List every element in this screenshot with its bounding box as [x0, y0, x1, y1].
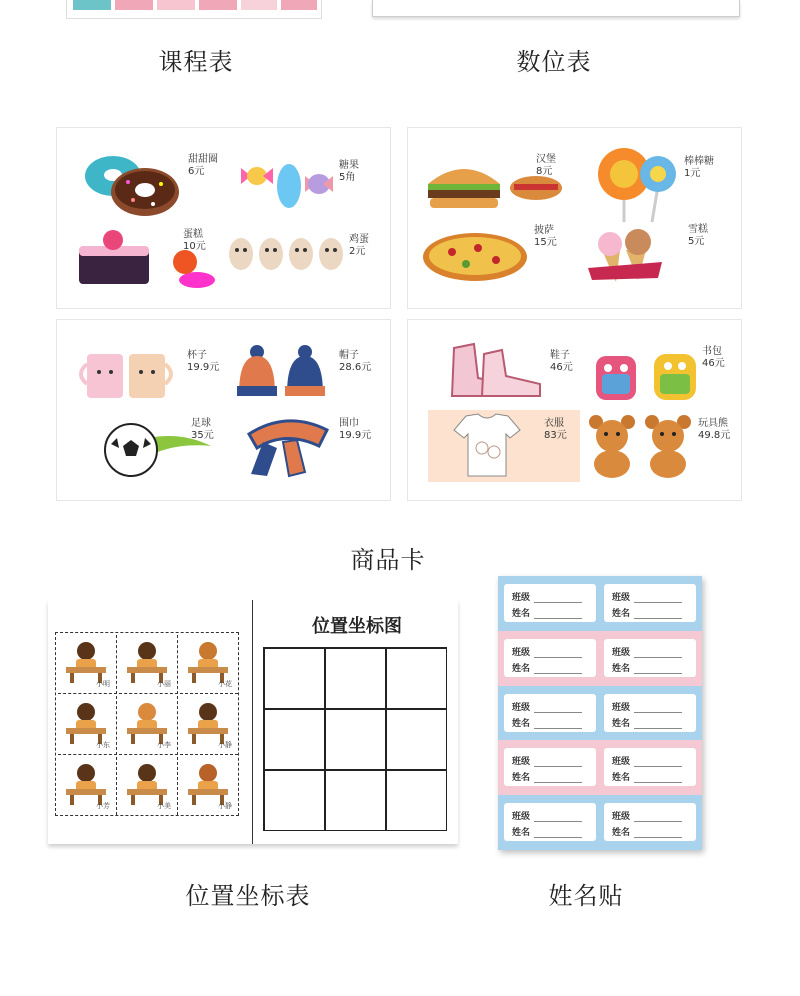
- class-label: 班级: [512, 757, 531, 768]
- seat-cell: [119, 696, 178, 755]
- seat-name-label: 小美: [157, 802, 171, 810]
- sticker-stripe: [498, 576, 702, 631]
- seat-name-label: 小花: [218, 680, 232, 688]
- name-blank-line: [534, 610, 582, 619]
- grid-cell: [325, 709, 386, 770]
- icecream-price: 5元: [688, 236, 705, 247]
- seat-cell: [180, 696, 238, 755]
- product-card-goods: [56, 319, 391, 501]
- class-label: 班级: [512, 647, 531, 658]
- class-label: 班级: [612, 647, 631, 658]
- sticker-stripe: [498, 631, 702, 686]
- sticker-stripe: [498, 686, 702, 741]
- position-sheet: [48, 600, 458, 844]
- seat-cell: [119, 635, 178, 694]
- product-card-foods: [407, 127, 742, 309]
- class-blank-line: [534, 704, 582, 713]
- tshirt-icon: [452, 412, 522, 478]
- pizza-price: 15元: [534, 237, 557, 248]
- hat-name: 帽子: [339, 350, 359, 361]
- name-sticker: [504, 639, 596, 677]
- egg-icon: [227, 232, 347, 272]
- class-blank-line: [634, 649, 682, 658]
- name-blank-line: [634, 610, 682, 619]
- teddy-bear-icon: [586, 414, 694, 480]
- burger-name: 汉堡: [536, 154, 556, 165]
- seat-name-label: 小明: [96, 680, 110, 688]
- pizza-icon: [422, 232, 528, 282]
- egg-price: 2元: [349, 246, 366, 257]
- clothes-name: 衣服: [544, 418, 564, 429]
- position-sheet-title: 位置坐标图: [312, 616, 402, 637]
- seat-name-label: 小东: [96, 741, 110, 749]
- name-label: 姓名: [612, 718, 631, 729]
- name-sticker: [604, 748, 696, 786]
- name-sticker: [604, 639, 696, 677]
- cup-name: 杯子: [187, 350, 207, 361]
- class-blank-line: [634, 813, 682, 822]
- seat-cell: [180, 757, 238, 815]
- seat-cell: [119, 757, 178, 815]
- name-label: 姓名: [512, 663, 531, 674]
- name-blank-line: [634, 720, 682, 729]
- class-label: 班级: [612, 702, 631, 713]
- name-label: 姓名: [612, 773, 631, 784]
- pizza-name: 披萨: [534, 225, 554, 236]
- name-sticker: [504, 694, 596, 732]
- clothes-price: 83元: [544, 430, 567, 441]
- donut-price: 6元: [188, 166, 205, 177]
- class-blank-line: [634, 758, 682, 767]
- place-value-image-partial: [372, 0, 740, 17]
- name-sticker: [604, 584, 696, 622]
- name-label: 姓名: [612, 663, 631, 674]
- shoes-icon: [444, 338, 548, 404]
- seat-name-label: 小丽: [157, 680, 171, 688]
- grid-cell: [325, 648, 386, 709]
- shoes-name: 鞋子: [550, 350, 570, 361]
- grid-cell: [386, 648, 447, 709]
- name-sticker: [604, 694, 696, 732]
- caption-position-table: 位置坐标表: [185, 882, 311, 910]
- seat-name-label: 小李: [157, 741, 171, 749]
- name-blank-line: [634, 829, 682, 838]
- seat-cell: [58, 757, 117, 815]
- seat-cell: [58, 635, 117, 694]
- class-blank-line: [534, 649, 582, 658]
- lollipop-icon: [594, 146, 684, 222]
- product-card-clothing: [407, 319, 742, 501]
- cup-price: 19.9元: [187, 362, 220, 373]
- donut-icon: [83, 148, 183, 220]
- seat-name-label: 小静: [218, 741, 232, 749]
- class-blank-line: [534, 813, 582, 822]
- caption-name-sticker: 姓名贴: [548, 882, 624, 910]
- egg-name: 鸡蛋: [349, 234, 369, 245]
- scarf-name: 围巾: [339, 418, 359, 429]
- caption-schedule: 课程表: [158, 48, 234, 76]
- seat-cell: [180, 635, 238, 694]
- candy-price: 5角: [339, 172, 356, 183]
- class-blank-line: [634, 704, 682, 713]
- sheet-divider: [252, 600, 253, 844]
- icecream-name: 雪糕: [688, 224, 708, 235]
- seat-name-label: 小芳: [96, 802, 110, 810]
- candy-name: 糖果: [339, 160, 359, 171]
- name-blank-line: [534, 720, 582, 729]
- seat-cell: [58, 696, 117, 755]
- grid-cell: [264, 648, 325, 709]
- name-blank-line: [634, 774, 682, 783]
- cup-icon: [79, 350, 175, 400]
- bear-price: 49.8元: [698, 430, 731, 441]
- name-blank-line: [534, 665, 582, 674]
- product-card-sweets: [56, 127, 391, 309]
- class-label: 班级: [612, 593, 631, 603]
- grid-cell: [264, 709, 325, 770]
- class-blank-line: [534, 758, 582, 767]
- name-sticker: [604, 803, 696, 841]
- candy-icon: [237, 158, 337, 214]
- name-sticker: [504, 803, 596, 841]
- name-label: 姓名: [512, 773, 531, 784]
- class-label: 班级: [612, 812, 631, 823]
- name-sticker: [504, 748, 596, 786]
- name-blank-line: [534, 829, 582, 838]
- ball-name: 足球: [191, 418, 211, 429]
- name-label: 姓名: [512, 718, 531, 729]
- ball-price: 35元: [191, 430, 214, 441]
- icecream-icon: [586, 224, 666, 284]
- class-blank-line: [634, 594, 682, 603]
- class-label: 班级: [512, 593, 531, 603]
- sticker-stripe: [498, 740, 702, 795]
- shoes-price: 46元: [550, 362, 573, 373]
- name-label: 姓名: [612, 609, 631, 619]
- class-label: 班级: [612, 757, 631, 768]
- class-label: 班级: [512, 702, 531, 713]
- sticker-stripe: [498, 795, 702, 850]
- scarf-icon: [243, 412, 333, 478]
- name-label: 姓名: [512, 609, 531, 619]
- scarf-price: 19.9元: [339, 430, 372, 441]
- hat-price: 28.6元: [339, 362, 372, 373]
- schoolbag-icon: [588, 344, 702, 404]
- donut-name: 甜甜圈: [188, 154, 218, 165]
- grid-cell: [386, 770, 447, 831]
- class-blank-line: [534, 594, 582, 603]
- class-label: 班级: [512, 812, 531, 823]
- hat-icon: [235, 344, 327, 400]
- name-blank-line: [634, 665, 682, 674]
- grid-cell: [264, 770, 325, 831]
- name-label: 姓名: [512, 828, 531, 839]
- burger-price: 8元: [536, 166, 553, 177]
- grid-cell: [386, 709, 447, 770]
- caption-product-cards: 商品卡: [350, 546, 426, 574]
- grid-cell: [325, 770, 386, 831]
- caption-place-value: 数位表: [516, 48, 592, 76]
- bear-name: 玩具熊: [698, 418, 728, 429]
- lollipop-price: 1元: [684, 168, 701, 179]
- lollipop-name: 棒棒糖: [684, 156, 714, 167]
- name-blank-line: [534, 774, 582, 783]
- name-label: 姓名: [612, 828, 631, 839]
- name-sticker: [504, 584, 596, 622]
- schedule-image-partial: [66, 0, 322, 19]
- cake-price: 10元: [183, 241, 206, 252]
- coordinate-grid: [263, 647, 447, 831]
- bag-price: 46元: [702, 358, 725, 369]
- name-sticker-sheet: [498, 576, 702, 850]
- seat-chart: [55, 632, 239, 816]
- cake-name: 蛋糕: [183, 229, 203, 240]
- seat-name-label: 小静: [218, 802, 232, 810]
- bag-name: 书包: [702, 346, 722, 357]
